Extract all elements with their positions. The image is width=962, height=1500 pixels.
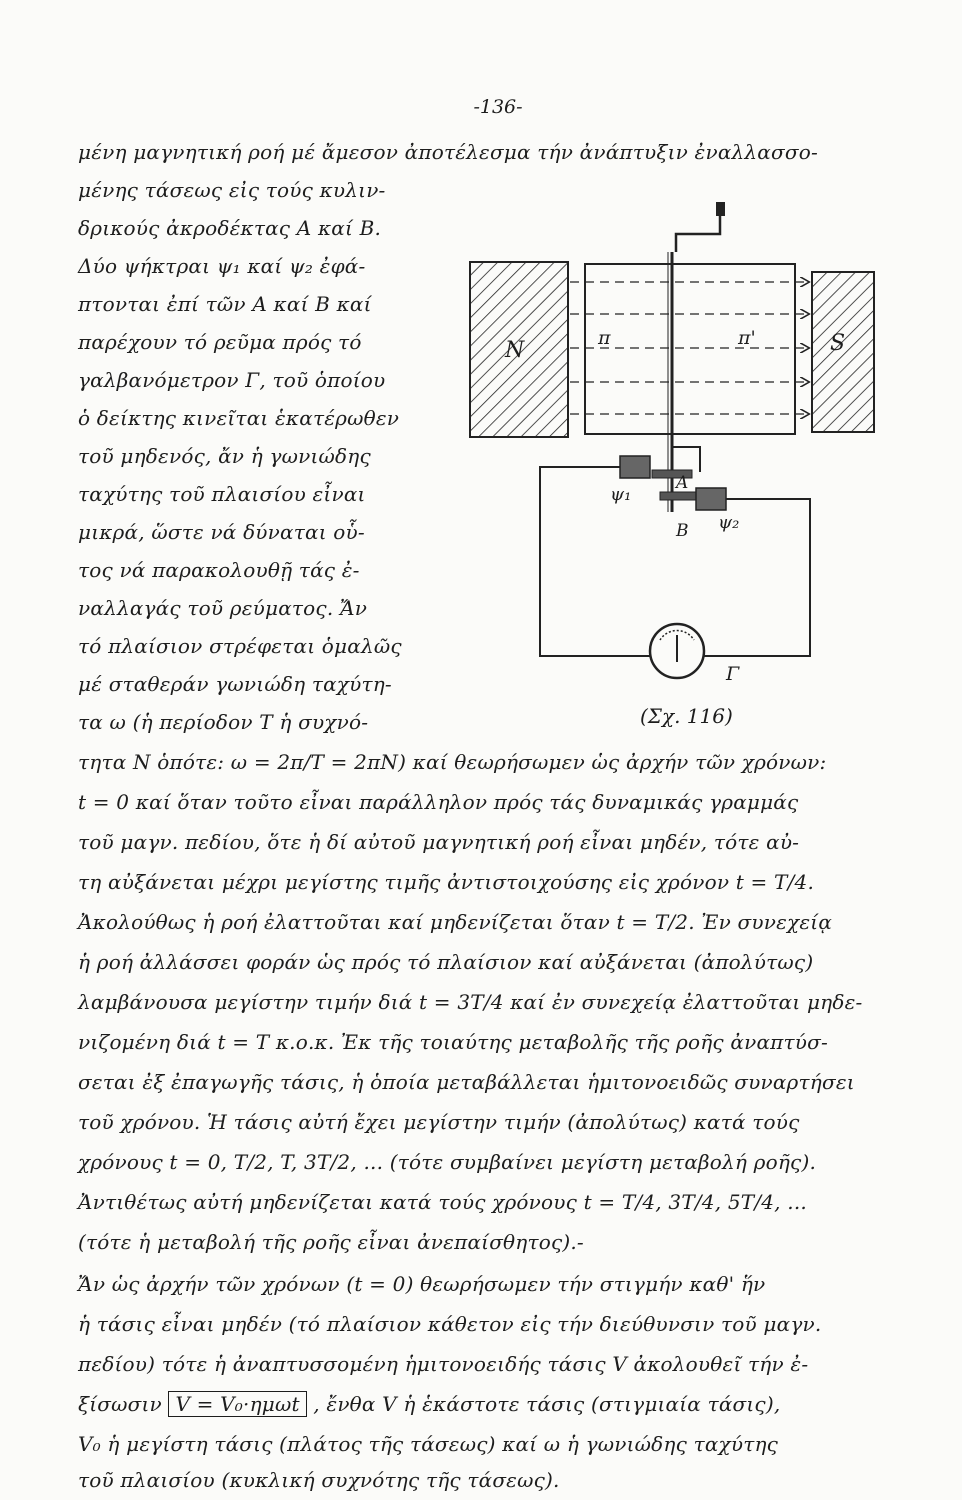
text-line: σεται ἐξ ἐπαγωγῆς τάσις, ἡ ὁποία μεταβάλλεται ἡμιτονοειδῶς συναρτήσει bbox=[78, 1070, 855, 1094]
text-line: μικρά, ὥστε νά δύναται οὗ- bbox=[78, 520, 365, 544]
brush-2-label: ψ₂ bbox=[718, 512, 740, 533]
text-line: τος νά παρακολουθῇ τάς ἐ- bbox=[78, 558, 360, 582]
text-line: ταχύτης τοῦ πλαισίου εἶναι bbox=[78, 482, 366, 506]
text-line: μένης τάσεως εἰς τούς κυλιν- bbox=[78, 178, 386, 202]
text-line: τοῦ πλαισίου (κυκλική συχνότης τῆς τάσεως). bbox=[78, 1468, 560, 1492]
brush-2 bbox=[696, 488, 726, 510]
text-line: t = 0 καί ὅταν τοῦτο εἶναι παράλληλον πρός τάς δυναμικάς γραμμάς bbox=[78, 790, 799, 814]
text-line: μέ σταθεράν γωνιώδη ταχύτη- bbox=[78, 672, 392, 696]
text-line: ξίσωσιν bbox=[78, 1392, 162, 1416]
text-line: Δύο ψήκτραι ψ₁ καί ψ₂ ἐφά- bbox=[78, 254, 366, 278]
galvanometer-label: Γ bbox=[726, 663, 740, 685]
north-label: N bbox=[505, 338, 525, 363]
text-line: ναλλαγάς τοῦ ρεύματος. Ἄν bbox=[78, 596, 368, 620]
figure-caption: (Σχ. 116) bbox=[640, 704, 733, 728]
crank-knob bbox=[716, 202, 725, 216]
text-line: χρόνους t = 0, T/2, T, 3T/2, ... (τότε συμβαίνει μεγίστη μεταβολή ροῆς). bbox=[78, 1150, 817, 1174]
terminal-a-label: Α bbox=[676, 473, 689, 493]
text-line: τοῦ μηδενός, ἄν ἡ γωνιώδης bbox=[78, 444, 371, 468]
text-line: ὁ δείκτης κινεῖται ἑκατέρωθεν bbox=[78, 406, 400, 430]
text-line: (τότε ἡ μεταβολή τῆς ροῆς εἶναι ἀνεπαίσθητος).- bbox=[78, 1230, 584, 1254]
text-line: V₀ ἡ μεγίστη τάσις (πλάτος τῆς τάσεως) καί ω ἡ γωνιώδης ταχύτης bbox=[78, 1432, 779, 1456]
page-number: -136- bbox=[473, 96, 523, 118]
text-line: παρέχουν τό ρεῦμα πρός τό bbox=[78, 330, 362, 354]
circuit-wire bbox=[540, 467, 652, 656]
text-line: τοῦ μαγν. πεδίου, ὅτε ἡ δί αὐτοῦ μαγνητική ροή εἶναι μηδέν, τότε αὐ- bbox=[78, 830, 800, 854]
terminal-b-label: Β bbox=[676, 521, 689, 541]
text-line: πεδίου) τότε ἡ ἀναπτυσσομένη ἡμιτονοειδής τάσις V ἀκολουθεῖ τήν ἐ- bbox=[78, 1352, 809, 1376]
coil-frame bbox=[585, 264, 795, 434]
side-left-label: π bbox=[598, 327, 611, 349]
text-line: , ἔνθα V ἡ ἑκάστοτε τάσις (στιγμιαία τάσις), bbox=[313, 1392, 781, 1416]
text-line: τοῦ χρόνου. Ἡ τάσις αὐτή ἔχει μεγίστην τιμήν (ἀπολύτως) κατά τούς bbox=[78, 1110, 800, 1134]
equation-line bbox=[78, 1392, 780, 1416]
text-line: μένη μαγνητική ροή μέ ἄμεσον ἀποτέλεσμα τήν ἀνάπτυξιν ἐναλλασσο- bbox=[78, 140, 818, 164]
text-line: τη αὐξάνεται μέχρι μεγίστης τιμῆς ἀντιστοιχούσης εἰς χρόνον t = T/4. bbox=[78, 870, 815, 894]
generator-diagram bbox=[440, 192, 940, 692]
text-line: ἡ τάσις εἶναι μηδέν (τό πλαίσιον κάθετον εἰς τήν διεύθυνσιν τοῦ μαγν. bbox=[78, 1312, 822, 1336]
text-line: ἡ ροή ἀλλάσσει φοράν ὡς πρός τό πλαίσιον καί αὐξάνεται (ἀπολύτως) bbox=[78, 950, 814, 974]
text-line: τητα Ν ὁπότε: ω = 2π/Τ = 2πΝ) καί θεωρήσωμεν ὡς ἀρχήν τῶν χρόνων: bbox=[78, 750, 827, 774]
text-line: τό πλαίσιον στρέφεται ὁμαλῶς bbox=[78, 634, 402, 658]
brush-1-label: ψ₁ bbox=[610, 484, 632, 505]
slip-ring-b bbox=[660, 492, 696, 500]
text-line: πτονται ἐπί τῶν Α καί Β καί bbox=[78, 292, 372, 316]
text-line: Ἀντιθέτως αὐτή μηδενίζεται κατά τούς χρόνους t = T/4, 3T/4, 5T/4, ... bbox=[78, 1190, 807, 1214]
text-line: γαλβανόμετρον Γ, τοῦ ὁποίου bbox=[78, 368, 386, 392]
south-label: S bbox=[830, 331, 846, 356]
text-line: Ἄν ὡς ἀρχήν τῶν χρόνων (t = 0) θεωρήσωμεν τήν στιγμήν καθ' ἥν bbox=[78, 1272, 766, 1296]
text-line: δρικούς ἀκροδέκτας Α καί Β. bbox=[78, 216, 382, 240]
text-line: Ἀκολούθως ἡ ροή ἐλαττοῦται καί μηδενίζεται ὅταν t = T/2. Ἐν συνεχείᾳ bbox=[78, 910, 833, 934]
equation-box: V = V₀·ημωt bbox=[168, 1391, 306, 1417]
crank-arm bbox=[676, 216, 720, 252]
text-line: νιζομένη διά t = T κ.ο.κ. Ἐκ τῆς τοιαύτης μεταβολῆς τῆς ροῆς ἀναπτύσ- bbox=[78, 1030, 828, 1054]
lower-frame-tail bbox=[672, 447, 700, 472]
side-right-label: π' bbox=[738, 327, 756, 349]
text-line: τα ω (ἡ περίοδον Τ ἡ συχνό- bbox=[78, 710, 369, 734]
brush-1 bbox=[620, 456, 650, 478]
text-line: λαμβάνουσα μεγίστην τιμήν διά t = 3T/4 καί ἐν συνεχείᾳ ἐλαττοῦται μηδε- bbox=[78, 990, 863, 1014]
